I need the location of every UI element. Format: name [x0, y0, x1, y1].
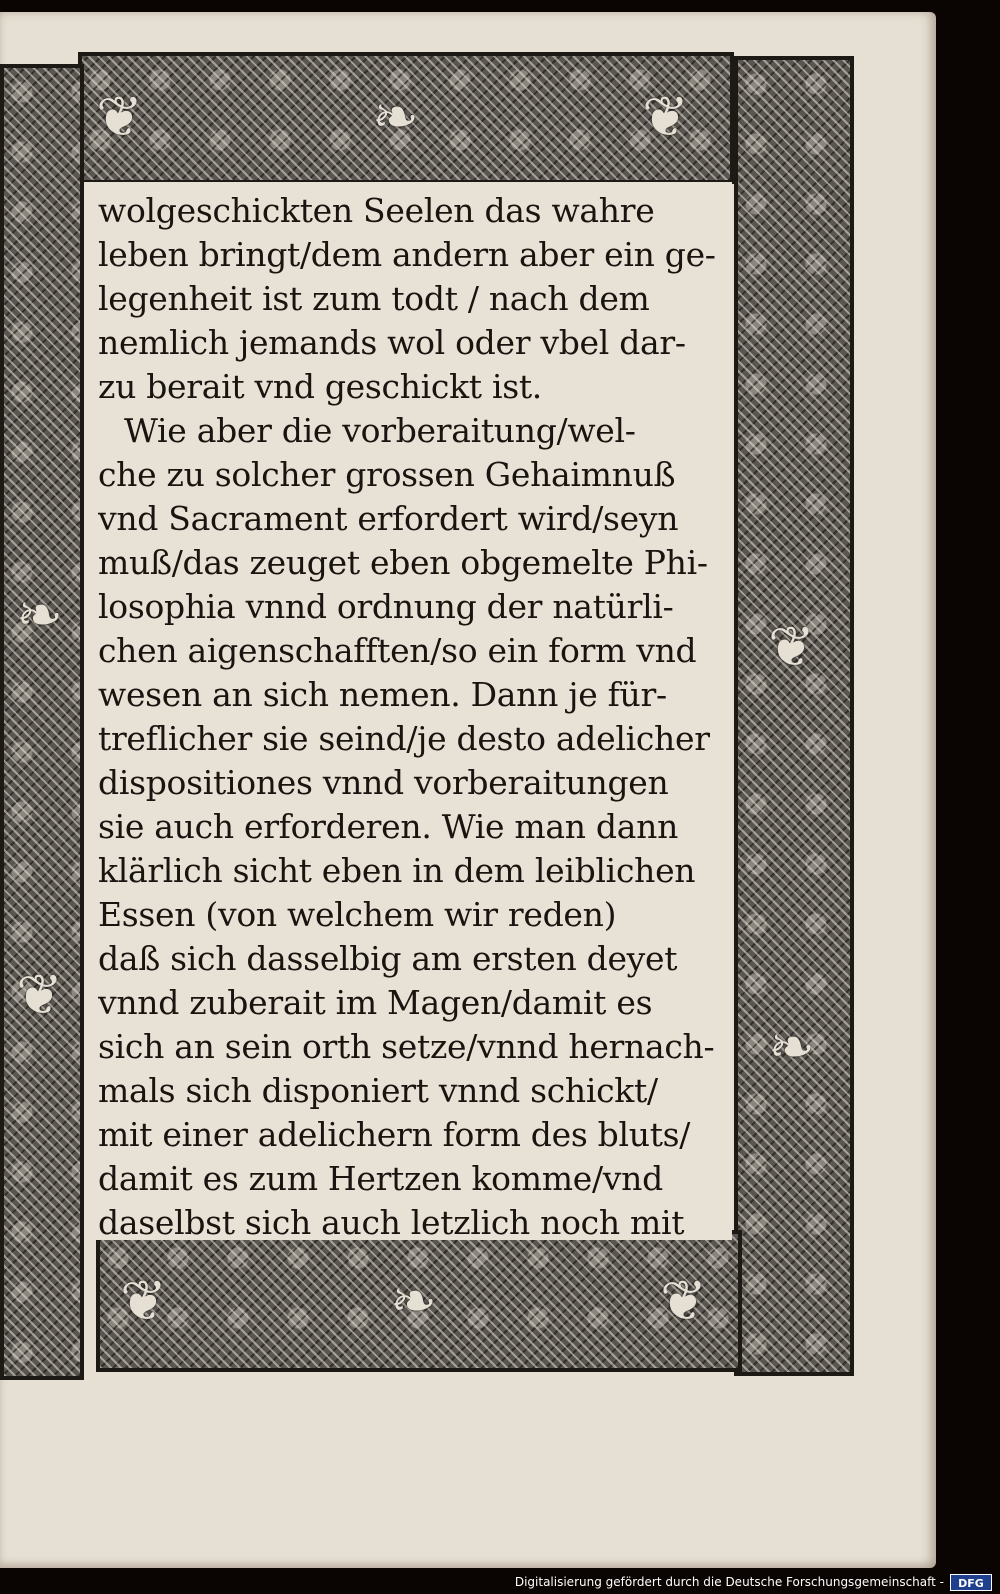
scroll-ornament-icon: ❧	[372, 85, 419, 150]
text-column	[84, 182, 732, 1240]
text-line: treflicher sie seind/je desto adelicher	[98, 719, 710, 758]
scroll-ornament-icon: ❦	[120, 1269, 167, 1334]
text-line: muß/das zeuget eben obgemelte Phi-	[98, 543, 708, 582]
woodcut-border-bottom	[96, 1230, 742, 1372]
scroll-ornament-icon: ❦	[660, 1269, 707, 1334]
scroll-ornament-icon: ❦	[96, 85, 143, 150]
text-line: klärlich sicht eben in dem leiblichen	[98, 851, 696, 890]
text-line: sich an sein orth setze/vnnd hernach-	[98, 1027, 715, 1066]
dfg-logo-icon: DFG	[950, 1574, 992, 1591]
text-line: vnd Sacrament erfordert wird/seyn	[98, 499, 679, 538]
woodcut-border-top	[78, 52, 734, 184]
text-line: che zu solcher grossen Gehaimnuß	[98, 455, 676, 494]
digitization-footer	[0, 1572, 1000, 1594]
funding-notice: Digitalisierung gefördert durch die Deutsche Forschungsgemeinschaft -	[514, 1575, 944, 1589]
leaf-ornament-icon: ❦	[16, 963, 63, 1028]
woodcut-border-left	[0, 64, 84, 1380]
text-line: sie auch erforderen. Wie man dann	[98, 807, 679, 846]
text-line: legenheit ist zum todt / nach dem	[98, 279, 650, 318]
text-line: dispositiones vnnd vorberaitungen	[98, 763, 669, 802]
text-line: damit es zum Hertzen komme/vnd	[98, 1159, 663, 1198]
text-line: daselbst sich auch letzlich noch mit	[98, 1203, 685, 1242]
scroll-ornament-icon: ❧	[390, 1269, 437, 1334]
text-line: vnnd zuberait im Magen/damit es	[98, 983, 653, 1022]
text-line: leben bringt/dem andern aber ein ge-	[98, 235, 716, 274]
text-line: chen aigenschafften/so ein form vnd	[98, 631, 697, 670]
scroll-ornament-icon: ❦	[642, 85, 689, 150]
text-line: wolgeschickten Seelen das wahre	[98, 191, 655, 230]
text-line: wesen an sich nemen. Dann je für-	[98, 675, 667, 714]
book-page	[0, 12, 936, 1568]
text-line: daß sich dasselbig am ersten deyet	[98, 939, 678, 978]
leaf-ornament-icon: ❦	[768, 615, 815, 680]
leaf-ornament-icon: ❧	[768, 1015, 815, 1080]
text-line: mit einer adelichern form des bluts/	[98, 1115, 691, 1154]
text-line: mals sich disponiert vnnd schickt/	[98, 1071, 658, 1110]
leaf-ornament-icon: ❧	[16, 583, 63, 648]
text-line: zu berait vnd geschickt ist.	[98, 367, 542, 406]
text-line: nemlich jemands wol oder vbel dar-	[98, 323, 686, 362]
woodcut-border-right	[734, 56, 854, 1376]
text-line: Essen (von welchem wir reden)	[98, 895, 617, 934]
text-line: Wie aber die vorberaitung/wel-	[124, 411, 636, 450]
text-line: losophia vnnd ordnung der natürli-	[98, 587, 674, 626]
